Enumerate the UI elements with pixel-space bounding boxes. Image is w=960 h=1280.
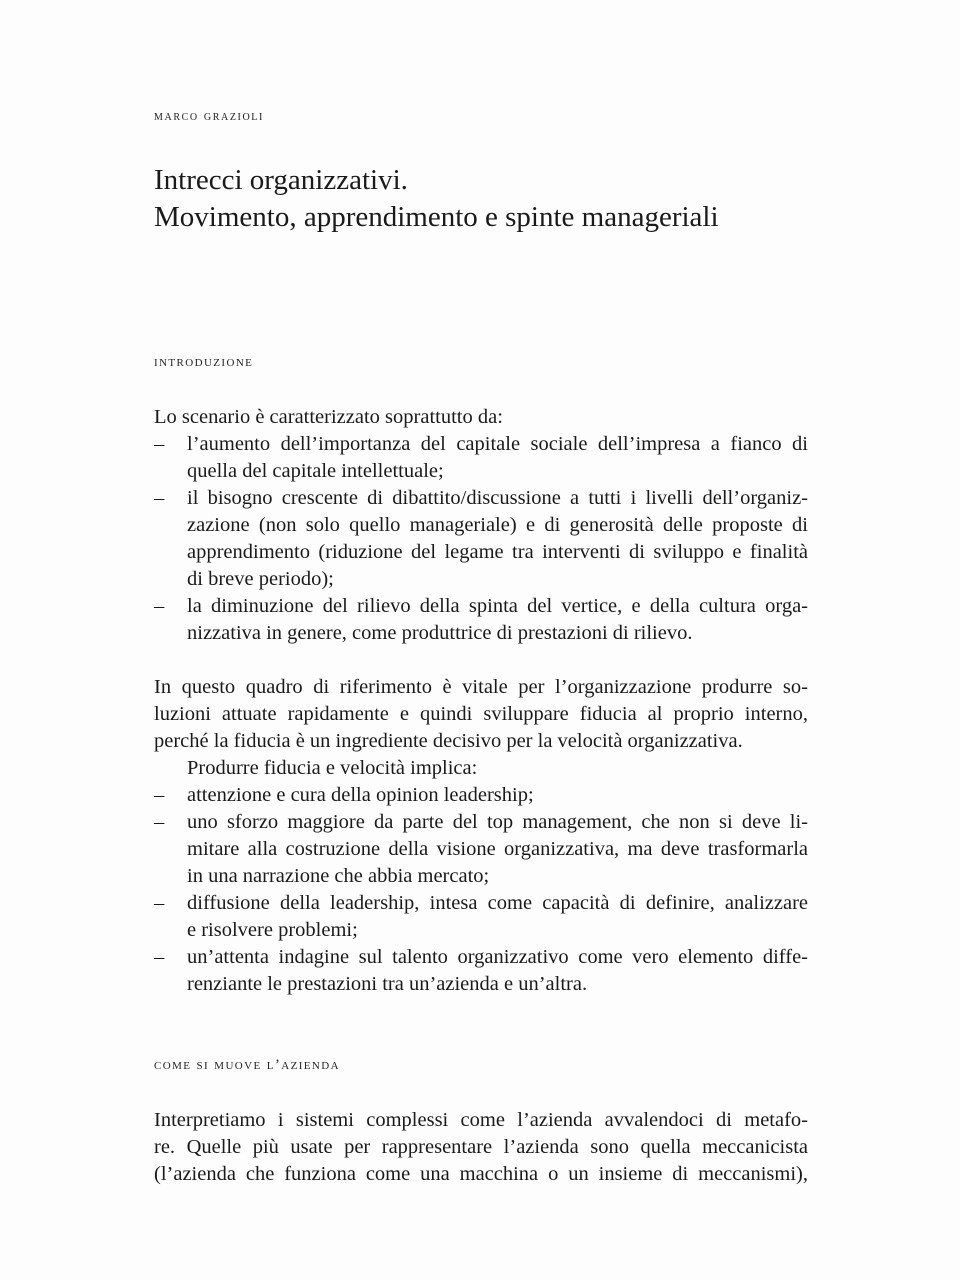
intro-lead: Lo scenario è caratterizzato soprattutto da: (154, 406, 503, 428)
paragraph-line: re. Quelle più usate per rappresentare l’azienda sono quella meccanicista (154, 1136, 808, 1158)
section-heading-introduzione: introduzione (154, 354, 254, 370)
list-item-line: attenzione e cura della opinion leadership; (187, 784, 534, 806)
list-item-line: uno sforzo maggiore da parte del top management, che non si deve li- (187, 811, 808, 833)
paragraph-line: In questo quadro di riferimento è vitale per l’organizzazione produrre so- (154, 676, 808, 698)
list-item-line: l’aumento dell’importanza del capitale sociale dell’impresa a fianco di (187, 433, 808, 455)
paragraph-line: perché la fiducia è un ingrediente decisivo per la velocità organizzativa. (154, 730, 743, 752)
dash-bullet: – (154, 784, 165, 806)
list-item-line: un’attenta indagine sul talento organizzativo come vero elemento diffe- (187, 946, 808, 968)
list-item-line: la diminuzione del rilievo della spinta del vertice, e della cultura orga- (187, 595, 808, 617)
list-item-line: il bisogno crescente di dibattito/discussione a tutti i livelli dell’organiz- (187, 487, 808, 509)
paragraph-line: luzioni attuate rapidamente e quindi sviluppare fiducia al proprio interno, (154, 703, 808, 725)
author-name: marco grazioli (154, 108, 264, 124)
title-line: Intrecci organizzativi. (154, 164, 408, 196)
paragraph-lead-2: Produrre fiducia e velocità implica: (187, 757, 478, 779)
paragraph-line: Interpretiamo i sistemi complessi come l’azienda avvalendoci di metafo- (154, 1109, 808, 1131)
list-item-line: diffusione della leadership, intesa come capacità di definire, analizzare (187, 892, 808, 914)
dash-bullet: – (154, 892, 165, 914)
title-line: Movimento, apprendimento e spinte manageriali (154, 201, 719, 233)
dash-bullet: – (154, 811, 165, 833)
dash-bullet: – (154, 487, 165, 509)
dash-bullet: – (154, 595, 165, 617)
dash-bullet: – (154, 946, 165, 968)
paragraph-line: (l’azienda che funziona come una macchina o un insieme di meccanismi), (154, 1163, 808, 1185)
list-item-line: nizzativa in genere, come produttrice di prestazioni di rilievo. (187, 622, 693, 644)
list-item-line: quella del capitale intellettuale; (187, 460, 444, 482)
list-item (154, 782, 808, 809)
list-item (154, 593, 808, 647)
dash-bullet: – (154, 433, 165, 455)
list-item (154, 944, 808, 998)
list-item-line: in una narrazione che abbia mercato; (187, 865, 490, 887)
section-heading-come-si-muove: come si muove l’azienda (154, 1057, 340, 1073)
list-item (154, 809, 808, 890)
list-item (154, 431, 808, 485)
come-body (154, 1107, 808, 1188)
list-item-line: zazione (non solo quello manageriale) e di generosità delle proposte di (187, 514, 808, 536)
list-item-line: mitare alla costruzione della visione organizzativa, ma deve trasformarla (187, 838, 808, 860)
list-item-line: e risolvere problemi; (187, 919, 358, 941)
chapter-title (154, 162, 854, 236)
intro-paragraph-2 (154, 674, 808, 998)
list-item-line: apprendimento (riduzione del legame tra interventi di sviluppo e finalità (187, 541, 808, 563)
list-item (154, 485, 808, 593)
list-item-line: renziante le prestazioni tra un’azienda e un’altra. (187, 973, 588, 995)
list-item (154, 890, 808, 944)
list-item-line: di breve periodo); (187, 568, 334, 590)
intro-body (154, 404, 808, 647)
